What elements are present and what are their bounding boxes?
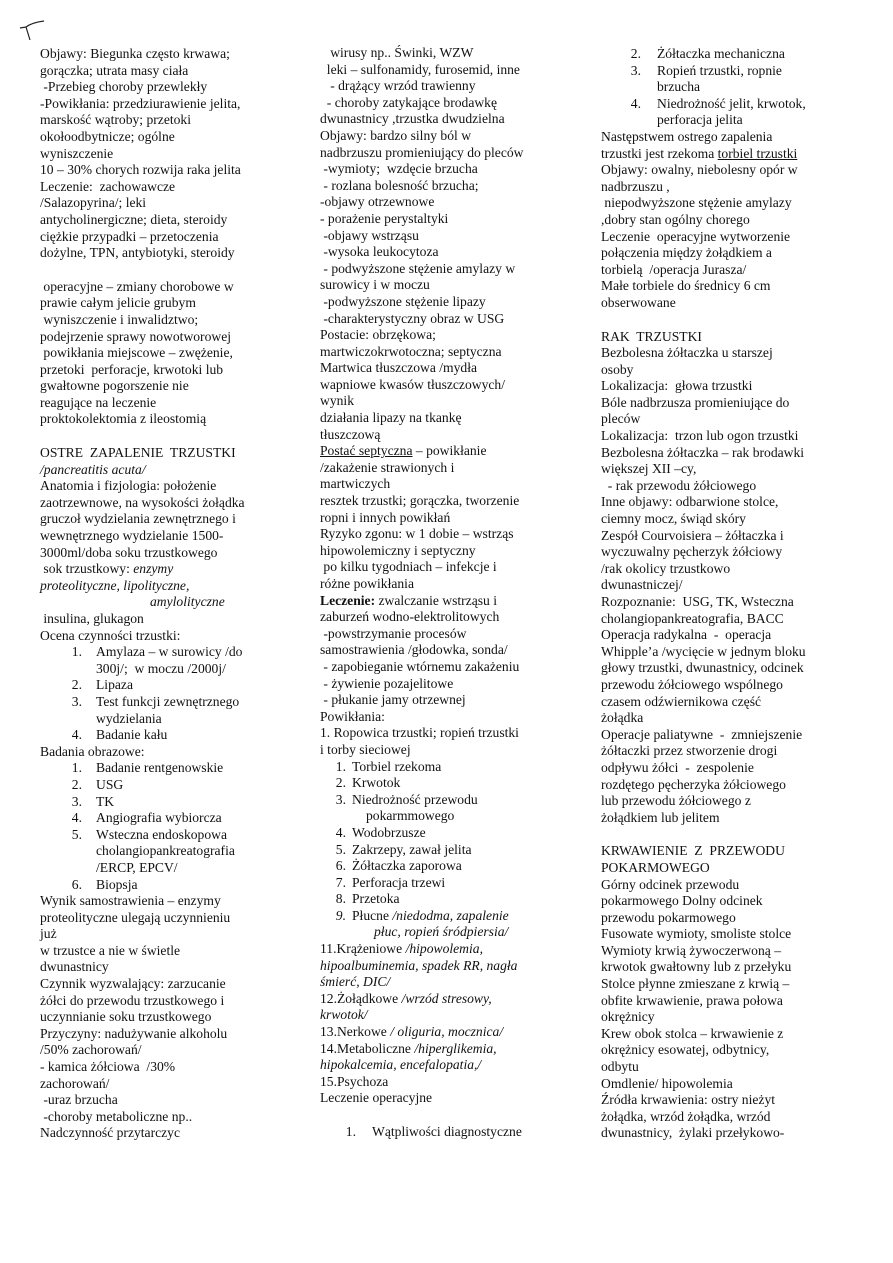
text-line: - żywienie pozajelitowe — [320, 675, 454, 691]
text-line: działania lipazy na tkankę — [320, 410, 462, 426]
text-line: -Przebieg choroby przewlekły — [40, 79, 208, 95]
text-line: - płukanie jamy otrzewnej — [320, 692, 466, 708]
text-line: odpływu żółci - zespolenie — [601, 759, 754, 775]
text-line: -podwyższone stężenie lipazy — [320, 293, 486, 309]
text-line: przewodu żółciowego wspólnego — [601, 676, 783, 692]
list-number: 3. — [71, 793, 82, 809]
text-line: resztek trzustki; gorączka, tworzenie — [320, 493, 520, 509]
text-line: gorączka; utrata masy ciała — [40, 62, 189, 78]
text-line: - porażenie perystaltyki — [320, 210, 449, 226]
text-line: Bezbolesna żółtaczka – rak brodawki — [601, 444, 805, 460]
text-line: Czynnik wyzwalający: zarzucanie — [40, 976, 226, 992]
text-line: nadbrzuszu promieniujący do pleców — [320, 144, 524, 160]
text-line: żołądka — [601, 710, 644, 726]
list-text: Krwotok — [352, 775, 401, 791]
section-title: OSTRE ZAPALENIE TRZUSTKI — [40, 445, 236, 461]
list-number: 9. — [335, 907, 346, 923]
list-item — [601, 63, 863, 96]
text-line: Zespół Courvoisiera – żółtaczka i — [601, 527, 784, 543]
text-line: i torby sieciowej — [320, 741, 411, 757]
list-text: Zakrzepy, zawał jelita — [352, 841, 472, 857]
cyst-block — [601, 162, 863, 311]
text-line: Stolce płynne zmieszane z krwią – — [601, 976, 790, 992]
text-line: 10 – 30% chorych rozwija raka jelita — [40, 162, 241, 178]
text-line: pleców — [601, 411, 641, 427]
text-line: -powstrzymanie procesów — [320, 625, 467, 641]
list-number: 8. — [335, 891, 346, 907]
list-item — [40, 694, 302, 727]
text-line: większej XII –cy, — [601, 461, 697, 477]
text-line: - kamica żółciowa /30% — [40, 1059, 176, 1075]
list-text: /ERCP, EPCV/ — [96, 859, 178, 875]
text-line: lub przewodu żółciowego z — [601, 793, 751, 809]
text-line: żołądkiem lub jelitem — [601, 809, 720, 825]
list-text: Badanie rentgenowskie — [96, 760, 224, 776]
list-number: 2. — [335, 775, 346, 791]
list-item — [40, 727, 302, 744]
text-line: przetoki perforacje, krwotoki lub — [40, 361, 224, 377]
list-number: 1. — [71, 760, 82, 776]
list-text: Lipaza — [96, 677, 133, 693]
text-line: gwałtowne pogorszenie nie — [40, 378, 189, 394]
treatment-block — [320, 609, 582, 709]
text-line: wewnętrznego wydzielanie 1500- — [40, 528, 224, 544]
list-text-italic: płuc, ropień śródpiersia/ — [374, 924, 509, 940]
text-line: dożylne, TPN, antybiotyki, steroidy — [40, 245, 235, 261]
list-number: 1. — [71, 644, 82, 660]
complication-detail: śmierć, DIC/ — [320, 974, 391, 990]
list-text: Biopsja — [96, 876, 138, 892]
function-header: Ocena czynności trzustki: — [40, 627, 181, 643]
list-text: Angiografia wybiorcza — [96, 810, 222, 826]
col3-top-list — [601, 46, 863, 129]
cyst-term: torbiel trzustki — [717, 145, 798, 161]
list-text: Wsteczna endoskopowa — [96, 826, 227, 842]
text-line: żółci do przewodu trzustkowego i — [40, 992, 225, 1008]
imaging-header: Badania obrazowe: — [40, 743, 145, 759]
list-item — [40, 644, 302, 677]
enzymes-line — [40, 561, 302, 578]
text-line: dwunastnicy, żylaki przełykowo- — [601, 1125, 785, 1141]
text-line: powikłania miejscowe – zwężenie, — [40, 345, 233, 361]
complication-11 — [320, 941, 582, 958]
list-text: perforacja jelita — [657, 112, 743, 128]
list-text: TK — [96, 793, 115, 809]
text-line: okrężnicy esowatej, odbytnicy, — [601, 1042, 770, 1058]
text-line: samostrawienia /głodowka, sonda/ — [320, 642, 508, 658]
list-item — [40, 677, 302, 694]
text-line: 3000ml/doba soku trzustkowego — [40, 544, 218, 560]
text-line: Lokalizacja: głowa trzustki — [601, 378, 753, 394]
text-line: rozdętego pęcherzyka żółciowego — [601, 776, 786, 792]
text-line: proteolityczne ulegają uczynnieniu — [40, 909, 231, 925]
list-number: 2. — [630, 46, 641, 61]
list-text: pokarmmowego — [366, 808, 455, 824]
text-line: - rozlana bolesność brzucha; — [320, 177, 479, 193]
text-line: martwiczych — [320, 476, 391, 492]
enzymes-line-2: proteolityczne, lipolityczne, — [40, 577, 190, 593]
list-item — [40, 827, 302, 877]
complication-detail: /hipowolemia, — [405, 941, 483, 957]
text-line: Objawy: owalny, niebolesny opór w — [601, 162, 798, 178]
list-item — [40, 877, 302, 894]
column-1 — [40, 46, 302, 1142]
list-text: cholangiopankreatografia — [96, 843, 235, 859]
text-line: niepodwyższone stężenie amylazy — [601, 195, 792, 211]
list-item — [601, 96, 863, 129]
text-line: Krew obok stolca – krwawienie z — [601, 1025, 784, 1041]
text-line: marskość wątroby; przetoki — [40, 112, 191, 128]
text-line: -wysoka leukocytoza — [320, 244, 439, 260]
list-item — [320, 842, 582, 859]
list-number: 2. — [71, 776, 82, 792]
text-line: pokarmowego Dolny odcinek — [601, 893, 763, 909]
imaging-list — [40, 760, 302, 893]
text-line: - choroby zatykające brodawkę — [320, 94, 498, 110]
text-line: -choroby metaboliczne np.. — [40, 1108, 193, 1124]
anatomy-block — [40, 478, 302, 561]
text-line: Lokalizacja: trzon lub ogon trzustki — [601, 428, 799, 444]
text-line: -objawy otrzewnowe — [320, 194, 435, 210]
list-text-italic: /niedodma, zapalenie — [392, 907, 509, 923]
text-line: wynik — [320, 393, 354, 409]
text-line: podejrzenie sprawy nowotworowej — [40, 328, 232, 344]
list-item — [40, 794, 302, 811]
list-text: Amylaza – w surowicy /do — [96, 644, 243, 660]
text-line: leki – sulfonamidy, furosemid, inne — [320, 61, 520, 77]
list-text: Żółtaczka mechaniczna — [657, 46, 785, 61]
list-item — [320, 1124, 582, 1141]
treatment-rest: zwalczanie wstrząsu i — [375, 592, 498, 608]
complication-label: 14.Metaboliczne — [320, 1040, 415, 1056]
text-line: antycholinergiczne; dieta, steroidy — [40, 211, 228, 227]
list-text: 300j/; w moczu /2000j/ — [96, 660, 226, 676]
enzymes-line-3: amylolityczne — [150, 594, 225, 610]
text-line: obserwowane — [601, 294, 676, 310]
text-line: dwunastnicy — [40, 959, 109, 975]
text-line: Inne objawy: odbarwione stolce, — [601, 494, 779, 510]
text-line: tłuszczową — [320, 426, 381, 442]
text-line: - zapobieganie wtórnemu zakażeniu — [320, 658, 520, 674]
text-line: po kilku tygodniach – infekcje i — [320, 559, 497, 575]
text-line: - rak przewodu żółciowego — [601, 477, 757, 493]
section-title: KRWAWIENIE Z PRZEWODU — [601, 843, 785, 859]
column-2 — [320, 45, 582, 1141]
text-line: żołądka, wrzód żołądka, wrzód — [601, 1108, 771, 1124]
text-line: zachorowań/ — [40, 1075, 110, 1091]
list-text: Perforacja trzewi — [352, 874, 446, 890]
text-line: Wymioty krwią żywoczerwoną – — [601, 942, 781, 958]
list-item — [320, 891, 582, 908]
complication-detail: krwotok/ — [320, 1007, 368, 1023]
text-line: /rak okolicy trzustkowo — [601, 560, 731, 576]
text-line: Następstwem ostrego zapalenia — [601, 128, 773, 144]
text-line: Przyczyny: nadużywanie alkoholu — [40, 1025, 228, 1041]
text-line: cholangiopankreatografia, BACC — [601, 610, 784, 626]
text-line: /zakażenie strawionych i — [320, 459, 455, 475]
complication-12 — [320, 991, 582, 1008]
treatment-line — [320, 593, 582, 610]
col1-top-block — [40, 46, 302, 262]
text-line: uczynnianie soku trzustkowego — [40, 1009, 212, 1025]
list-text: Niedrożność przewodu — [352, 791, 478, 807]
text-line: okołoodbytnicze; ogólne — [40, 128, 175, 144]
text-line: czasem odźwiernikowa część — [601, 693, 762, 709]
list-number: 3. — [335, 791, 346, 807]
complication-detail: /wrzód stresowy, — [401, 990, 492, 1006]
text-line: okrężnicy — [601, 1009, 655, 1025]
cyst-prefix: trzustki jest rzekoma — [601, 145, 718, 161]
text-line: Górny odcinek przewodu — [601, 876, 740, 892]
complication-14 — [320, 1041, 582, 1058]
text-line: Leczenie: zachowawcze — [40, 178, 176, 194]
text-line: -Powikłania: przedziurawienie jelita, — [40, 95, 241, 111]
text-line: Bóle nadbrzusza promieniujące do — [601, 394, 790, 410]
list-text: wydzielania — [96, 710, 162, 726]
col1-bottom-block — [40, 893, 302, 1142]
septic-rest: – powikłanie — [412, 443, 487, 459]
text-line: Ryzyko zgonu: w 1 dobie – wstrząs — [320, 526, 514, 542]
list-item — [40, 777, 302, 794]
text-line: Anatomia i fizjologia: położenie — [40, 478, 217, 494]
text-line: dwunastniczej/ — [601, 577, 683, 593]
text-line: obfite krwawienie, prawa połowa — [601, 992, 783, 1008]
text-line: ciemny mocz, świąd skóry — [601, 511, 746, 527]
text-line: już — [40, 926, 57, 942]
enzymes-prefix: sok trzustkowy: — [40, 561, 134, 577]
text-line: wirusy np.. Świnki, WZW — [320, 45, 474, 60]
bleed-block — [601, 877, 863, 1143]
list-number: 1. — [345, 1124, 356, 1139]
text-line: proktokolektomia z ileostomią — [40, 411, 207, 427]
list-text: Ropień trzustki, ropnie — [657, 62, 782, 78]
text-line: -objawy wstrząsu — [320, 227, 419, 243]
text-line: wyniszczenie — [40, 145, 114, 161]
text-line: -charakterystyczny obraz w USG — [320, 310, 505, 326]
complication-detail: /hiperglikemia, — [414, 1040, 497, 1056]
text-line: Wynik samostrawienia – enzymy — [40, 893, 221, 909]
list-item — [320, 775, 582, 792]
list-item — [320, 908, 582, 941]
text-line: Postacie: obrzękowa; — [320, 327, 436, 343]
column-3 — [601, 46, 863, 1142]
septic-label: Postać septyczna — [320, 443, 413, 459]
text-line: -uraz brzucha — [40, 1092, 118, 1108]
text-line: operacyjne – zmiany chorobowe w — [40, 278, 234, 294]
col1-operative-block — [40, 279, 302, 428]
text-line: Fusowate wymioty, smoliste stolce — [601, 926, 792, 942]
list-item — [40, 810, 302, 827]
list-item — [320, 858, 582, 875]
list-number: 1. — [335, 758, 346, 774]
list-text: Test funkcji zewnętrznego — [96, 693, 240, 709]
list-text: Niedrożność jelit, krwotok, — [657, 95, 806, 111]
text-line: osoby — [601, 361, 634, 377]
cancer-block — [601, 345, 863, 826]
text-line: ropni i innych powikłań — [320, 509, 451, 525]
list-number: 4. — [71, 727, 82, 743]
text-line: Źródła krwawienia: ostry nieżyt — [601, 1092, 776, 1108]
list-item — [320, 759, 582, 776]
text-line: ciężkie przypadki – przetoczenia — [40, 228, 219, 244]
text-line: głowy trzustki, dwunastnicy, odcinek — [601, 660, 804, 676]
text-line: reagujące na leczenie — [40, 394, 157, 410]
list-text: Wątpliwości diagnostyczne — [372, 1124, 522, 1139]
text-line: martwiczokrwotoczna; septyczna — [320, 343, 502, 359]
list-text: Torbiel rzekoma — [352, 758, 442, 774]
text-line: Objawy: bardzo silny ból w — [320, 127, 472, 143]
complication-detail: hipokalcemia, encefalopatia,/ — [320, 1057, 482, 1073]
complications-header: Powikłania: — [320, 708, 385, 724]
list-number: 6. — [71, 876, 82, 892]
text-line: nadbrzuszu , — [601, 178, 670, 194]
text-line: Nadczynność przytarczyc — [40, 1125, 181, 1141]
text-line: hipowolemiczny i septyczny — [320, 542, 476, 558]
list-item — [320, 825, 582, 842]
text-line: - drążący wrzód trawienny — [320, 78, 476, 94]
text-line: surowicy i w moczu — [320, 277, 430, 293]
list-number: 4. — [630, 95, 641, 111]
operative-header: Leczenie operacyjne — [320, 1090, 433, 1106]
text-line: wyczuwalny pęcherzyk żółciowy — [601, 544, 783, 560]
text-line: Bezbolesna żółtaczka u starszej — [601, 345, 773, 361]
treatment-label: Leczenie: — [320, 592, 376, 608]
list-number: 5. — [71, 826, 82, 842]
list-number: 3. — [630, 62, 641, 78]
complication-label: 11.Krążeniowe — [320, 941, 406, 957]
section-subtitle: /pancreatitis acuta/ — [40, 461, 146, 477]
text-line: odbytu — [601, 1059, 639, 1075]
text-line: Małe torbiele do średnicy 6 cm — [601, 278, 771, 294]
complication-label: 12.Żołądkowe — [320, 990, 402, 1006]
list-text: Płucne — [352, 907, 393, 923]
complication-13 — [320, 1024, 582, 1041]
insulin-line: insulina, glukagon — [40, 611, 144, 626]
text-line: prawie całym jelicie grubym — [40, 295, 196, 311]
text-line: połączenia między żołądkiem a — [601, 245, 772, 261]
text-line: /50% zachorowań/ — [40, 1042, 142, 1058]
text-line: zaotrzewnowe, na wysokości żołądka — [40, 494, 245, 510]
text-line: dwunastnicy ,trzustka dwudzielna — [320, 111, 505, 127]
section-title: POKARMOWEGO — [601, 859, 710, 875]
text-line: Omdlenie/ hipowolemia — [601, 1075, 733, 1091]
text-line: żółtaczki przez stworzenie drogi — [601, 743, 778, 759]
list-item — [601, 46, 863, 63]
septic-line — [320, 443, 582, 460]
list-number: 4. — [71, 810, 82, 826]
function-list — [40, 644, 302, 744]
text-line: 1. Ropowica trzustki; ropień trzustki — [320, 725, 519, 741]
text-line: Operacja radykalna - operacja — [601, 627, 772, 643]
list-text: brzucha — [657, 79, 701, 95]
list-number: 6. — [335, 858, 346, 874]
list-number: 7. — [335, 874, 346, 890]
text-line: Whipple’a /wycięcie w jednym bloku — [601, 643, 806, 659]
list-number: 5. — [335, 841, 346, 857]
list-number: 4. — [335, 824, 346, 840]
list-item — [320, 792, 582, 825]
list-number: 2. — [71, 677, 82, 693]
list-text: Wodobrzusze — [352, 824, 426, 840]
list-item — [320, 875, 582, 892]
complication-label: 13.Nerkowe — [320, 1024, 391, 1040]
text-line: torbielą /operacja Jurasza/ — [601, 261, 747, 277]
text-line: Leczenie operacyjne wytworzenie — [601, 228, 791, 244]
list-number: 3. — [71, 693, 82, 709]
cyst-line — [601, 146, 863, 163]
text-line: gruczoł wydzielania zewnętrznego i — [40, 511, 236, 527]
list-text: USG — [96, 776, 124, 792]
col2-top-block — [320, 45, 582, 443]
col2-mid-block — [320, 460, 582, 593]
complications-sub-list — [320, 759, 582, 942]
text-line: Operacje paliatywne - zmniejszenie — [601, 726, 803, 742]
text-line: różne powikłania — [320, 576, 414, 591]
complication-detail: / oliguria, mocznica/ — [390, 1024, 504, 1040]
list-text: Badanie kału — [96, 727, 168, 743]
text-line: przewodu pokarmowego — [601, 909, 736, 925]
text-line: ,dobry stan ogólny chorego — [601, 211, 750, 227]
text-line: - podwyższone stężenie amylazy w — [320, 260, 516, 276]
text-line: w trzustce a nie w świetle — [40, 942, 181, 958]
section-title: RAK TRZUSTKI — [601, 328, 702, 344]
text-line: /Salazopyrina/; leki — [40, 195, 147, 211]
text-line: wapniowe kwasów tłuszczowych/ — [320, 376, 505, 392]
enzymes-italic: enzymy — [133, 561, 174, 577]
text-line: Martwica tłuszczowa /mydła — [320, 360, 478, 376]
list-text: Żółtaczka zaporowa — [352, 858, 462, 874]
text-line: Objawy: Biegunka często krwawa; — [40, 46, 230, 61]
text-line: zaburzeń wodno-elektrolitowych — [320, 609, 500, 625]
list-text: Przetoka — [352, 891, 400, 907]
text-line: wyniszczenie i inwalidztwo; — [40, 311, 199, 327]
text-line: krwotok gwałtowny lub z przełyku — [601, 959, 792, 975]
text-line: Rozpoznanie: USG, TK, Wsteczna — [601, 594, 794, 609]
text-line: -wymioty; wzdęcie brzucha — [320, 161, 478, 177]
list-item — [40, 760, 302, 777]
complication-15: 15.Psychoza — [320, 1073, 389, 1089]
complication-detail: hipoalbuminemia, spadek RR, nagła — [320, 957, 518, 973]
